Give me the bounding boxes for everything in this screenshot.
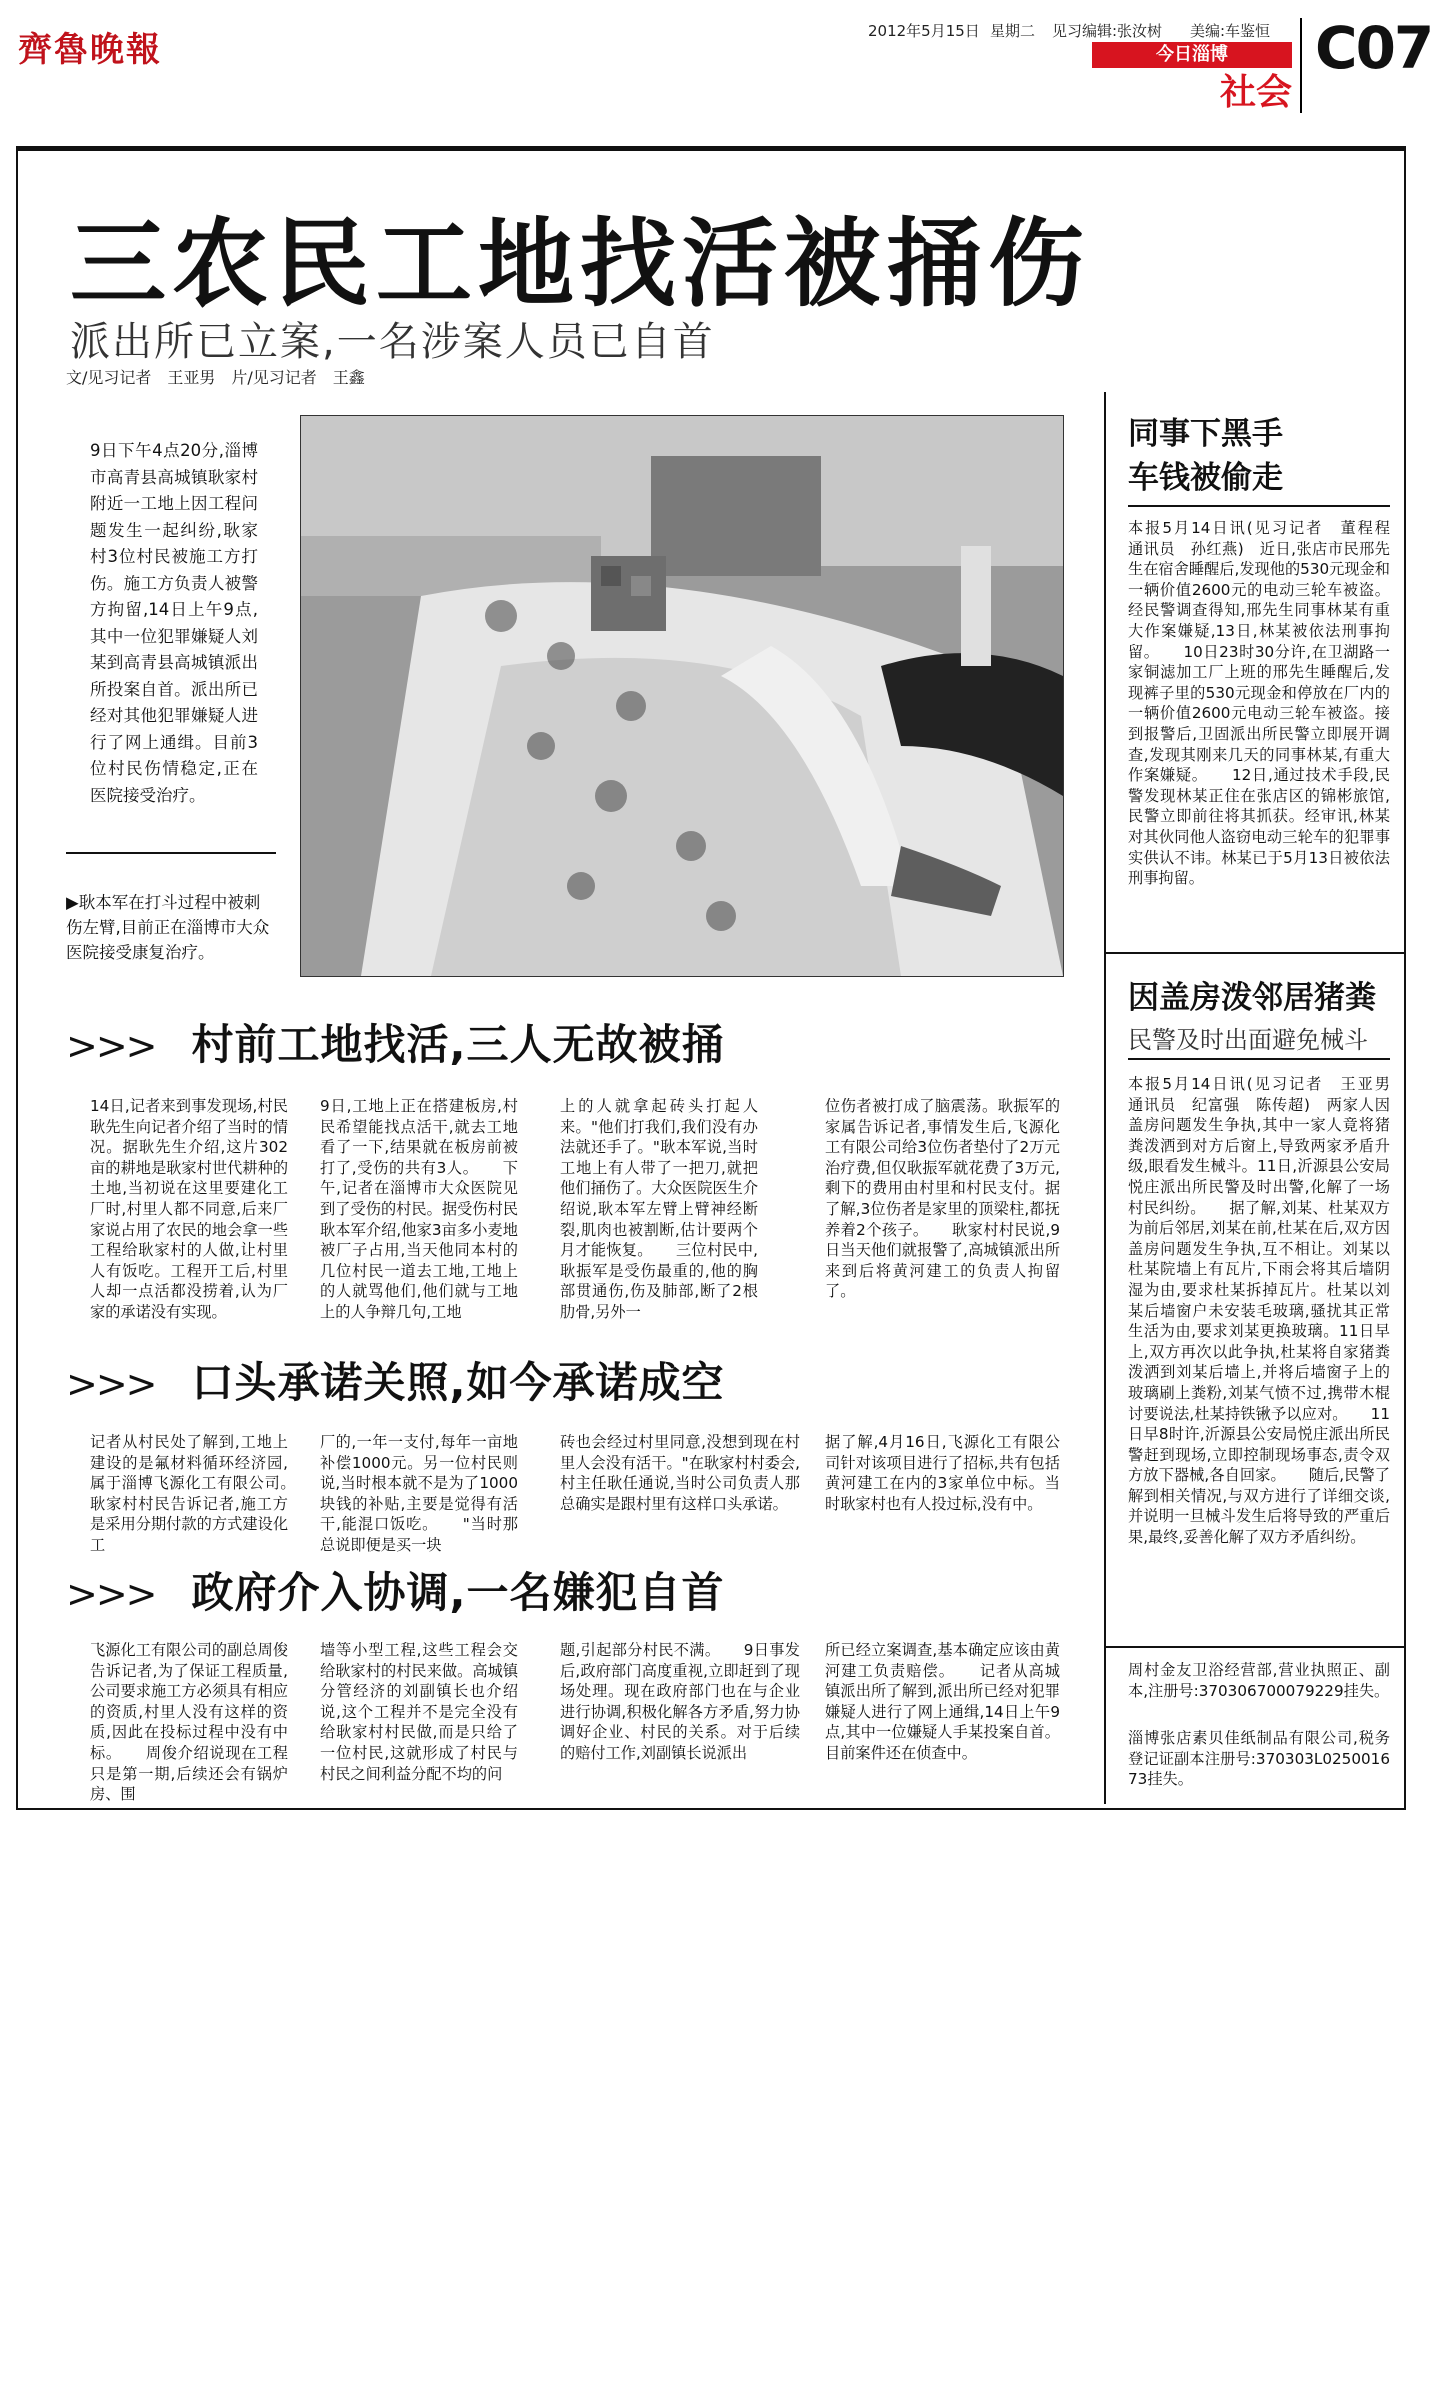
sidebar-story1-title-line2: 车钱被偷走 [1128, 460, 1283, 496]
section-heading-1 [66, 1012, 725, 1072]
sidebar-story2-subtitle: 民警及时出面避免械斗 [1128, 1026, 1368, 1054]
intro-rule [66, 852, 276, 854]
section2-column-4: 据了解,4月16日,飞源化工有限公司针对该项目进行了招标,共有包括黄河建工在内的3家单位中标。当时耿家村也有人投过标,没有中。 [825, 1433, 1060, 1513]
photo-caption: ▶耿本军在打斗过程中被刺伤左臂,目前正在淄博市大众医院接受康复治疗。 [66, 893, 270, 962]
lost-notice-2: 淄博张店素贝佳纸制品有限公司,税务登记证副本注册号:370303L025001673挂失。 [1128, 1729, 1390, 1789]
issue-weekday: 星期二 [990, 22, 1036, 40]
section2-column-3: 砖也会经过村里同意,没想到现在村里人会没有活干。"在耿家村村委会,村主任耿任通说,当时公司负责人那总确实是跟村里有这样口头承诺。 [560, 1433, 800, 1513]
section1-column-1: 14日,记者来到事发现场,村民耿先生向记者介绍了当时的情况。据耿先生介绍,这片302亩的耕地是耿家村世代耕种的土地,当初说在这里要建化工厂时,村里人都不同意,后来厂家说占用了农民的地会拿一些工程给耿家村的人做,让村里人有饭吃。工程开工后,村里人却一点活都没捞着,认为厂家的承诺没有实现。 [90, 1097, 288, 1321]
section3-column-3: 题,引起部分村民不满。 9日事发后,政府部门高度重视,立即赶到了现场处理。现在政府部门也在与企业进行协调,积极化解各方矛盾,努力协调好企业、村民的关系。对于后续的赔付工作,刘副镇长说派出 [560, 1641, 800, 1762]
article-headline: 三农民工地找活被捅伤 [70, 208, 1090, 320]
editor-credit: 见习编辑:张汝树 [1052, 22, 1163, 40]
section-arrows-1: >>> [66, 1024, 156, 1068]
section-title-3: 政府介入协调,一名嫌犯自首 [191, 1568, 725, 1617]
sidebar-story2-title: 因盖房泼邻居猪粪 [1128, 980, 1376, 1016]
designer-credit: 美编:车鉴恒 [1190, 22, 1271, 40]
section-badge-bottom: 社会 [1219, 72, 1292, 113]
section-heading-2 [66, 1350, 725, 1410]
section1-column-3: 上的人就拿起砖头打起人来。"他们打我们,我们没有办法就还手了。"耿本军说,当时工地上有人带了一把刀,就把他们捅伤了。大众医院医生介绍说,耿本军左臂上臂神经断裂,肌肉也被割断,估计要两个月才能恢复。 三位村民中,耿振军是受伤最重的,他的胸部贯通伤,伤及肺部,断了2根肋骨,另外一 [560, 1097, 758, 1321]
section3-column-2: 墙等小型工程,这些工程会交给耿家村的村民来做。高城镇分管经济的刘副镇长也介绍说,这个工程并不是完全没有给耿家村村民做,而是只给了一位村民,这就形成了村民与村民之间利益分配不均的问 [320, 1641, 518, 1783]
section-arrows-3: >>> [66, 1572, 156, 1616]
lost-notice-1: 周村金友卫浴经营部,营业执照正、副本,注册号:370306700079229挂失。 [1128, 1661, 1390, 1700]
sidebar-divider [1104, 392, 1106, 1804]
hospital-photo-illustration [301, 416, 1063, 976]
issue-date: 2012年5月15日 [868, 22, 980, 40]
frame-top-rule [16, 146, 1406, 151]
section-title-2: 口头承诺关照,如今承诺成空 [191, 1358, 725, 1407]
section-title-1: 村前工地找活,三人无故被捅 [191, 1020, 725, 1069]
section2-column-2: 厂的,一年一支付,每年一亩地补偿1000元。另一位村民则说,当时根本就不是为了1000块钱的补贴,主要是觉得有活干,能混口饭吃。 "当时那总说即便是买一块 [320, 1433, 518, 1554]
sidebar-story2-rule [1128, 1058, 1390, 1060]
article-intro: 9日下午4点20分,淄博市高青县高城镇耿家村附近一工地上因工程问题发生一起纠纷,耿家村3位村民被施工方打伤。施工方负责人被警方拘留,14日上午9点,其中一位犯罪嫌疑人刘某到高青县高城镇派出所投案自首。派出所已经对其他犯罪嫌疑人进行了网上通缉。目前3位村民伤情稳定,正在医院接受治疗。 [90, 441, 258, 805]
newspaper-masthead: 齊魯晚報 [18, 30, 162, 70]
sidebar-story2-body: 本报5月14日讯(见习记者 王亚男 通讯员 纪富强 陈传超) 两家人因盖房问题发生争执,其中一家人竟将猪粪泼洒到对方后窗上,导致两家矛盾升级,眼看发生械斗。11日,沂源县公安局悦庄派出所民警及时出警,化解了一场村民纠纷。 据了解,刘某、杜某双方为前后邻居,刘某在前,杜某在后,双方因盖房问题发生争执,互不相让。刘某以杜某院墙上有瓦片,下雨会将其后墙阴湿为由,要求杜某拆掉瓦片。杜某以刘某后墙窗户未安装毛玻璃,骚扰其正常生活为由,要求刘某更换玻璃。11日早上,双方再次以此争执,杜某将自家猪粪泼洒到刘某后墙上,并将后墙窗子上的玻璃刷上粪粉,刘某气愤不过,携带木棍讨要说法,杜某持铁锹予以应对。 11日早8时许,沂源县公安局悦庄派出所民警赶到现场,立即控制现场事态,责令双方放下器械,各自回家。 随后,民警了解到相关情况,与双方进行了详细交谈,并说明一旦械斗发生后将导致的严重后果,最终,妥善化解了双方矛盾纠纷。 [1128, 1075, 1406, 1547]
sidebar-notices-separator [1106, 1646, 1406, 1648]
section-heading-3 [66, 1560, 725, 1620]
page-number: C07 [1315, 14, 1432, 82]
section1-column-2: 9日,工地上正在搭建板房,村民希望能找点活干,就去工地看了一下,结果就在板房前被打了,受伤的共有3人。 下午,记者在淄博市大众医院见到了受伤的村民。据受伤村民耿本军介绍,他家3亩多小麦地被厂子占用,当天他同本村的几位村民一道去工地,工地上的人就骂他们,他们就与工地上的人争辩几句,工地 [320, 1097, 518, 1321]
section-badge-top: 今日淄博 [1092, 42, 1292, 68]
section3-column-1: 飞源化工有限公司的副总周俊告诉记者,为了保证工程质量,公司要求施工方必须具有相应的资质,村里人没有这样的资质,因此在投标过程中没有中标。 周俊介绍说现在工程只是第一期,后续还会有锅炉房、围 [90, 1641, 288, 1804]
sidebar-story1-body: 本报5月14日讯(见习记者 董程程 通讯员 孙红燕) 近日,张店市民邢先生在宿舍睡醒后,发现他的530元现金和一辆价值2600元的电动三轮车被盗。经民警调查得知,邢先生同事林某有重大作案嫌疑,13日,林某被依法刑事拘留。 10日23时30分许,在卫湖路一家铜滤加工厂上班的邢先生睡醒后,发现裤子里的530元现金和停放在厂内的一辆价值2600元电动三轮车被盗。接到报警后,卫固派出所民警立即展开调查,发现其刚来几天的同事林某,有重大作案嫌疑。 12日,通过技术手段,民警发现林某正住在张店区的锦彬旅馆,民警立即前往将其抓获。经审讯,林某对其伙同他人盗窃电动三轮车的犯罪事实供认不讳。林某已于5月13日被依法刑事拘留。 [1128, 519, 1406, 888]
sidebar-separator [1106, 952, 1406, 954]
article-subheadline: 派出所已立案,一名涉案人员已自首 [70, 319, 715, 365]
sidebar-story1-title-line1: 同事下黑手 [1128, 416, 1283, 452]
hospital-photo [300, 415, 1064, 977]
article-byline: 文/见习记者 王亚男 片/见习记者 王鑫 [66, 368, 365, 387]
header-divider [1300, 18, 1302, 113]
section3-column-4: 所已经立案调查,基本确定应该由黄河建工负责赔偿。 记者从高城镇派出所了解到,派出所已经对犯罪嫌疑人进行了网上通缉,14日上午9点,其中一位嫌疑人手某投案自首。目前案件还在侦查中。 [825, 1641, 1060, 1762]
section2-column-1: 记者从村民处了解到,工地上建设的是氟材料循环经济园,属于淄博飞源化工有限公司。 耿家村村民告诉记者,施工方是采用分期付款的方式建设化工 [90, 1433, 319, 1554]
section1-column-4: 位伤者被打成了脑震荡。耿振军的家属告诉记者,事情发生后,飞源化工有限公司给3位伤者垫付了2万元治疗费,但仅耿振军就花费了3万元,剩下的费用由村里和村民支付。据了解,3位伤者是家里的顶梁柱,都抚养着2个孩子。 耿家村村民说,9日当天他们就报警了,高城镇派出所来到后将黄河建工的负责人拘留了。 [825, 1097, 1060, 1301]
section-arrows-2: >>> [66, 1362, 156, 1406]
sidebar-story1-rule [1128, 505, 1390, 507]
